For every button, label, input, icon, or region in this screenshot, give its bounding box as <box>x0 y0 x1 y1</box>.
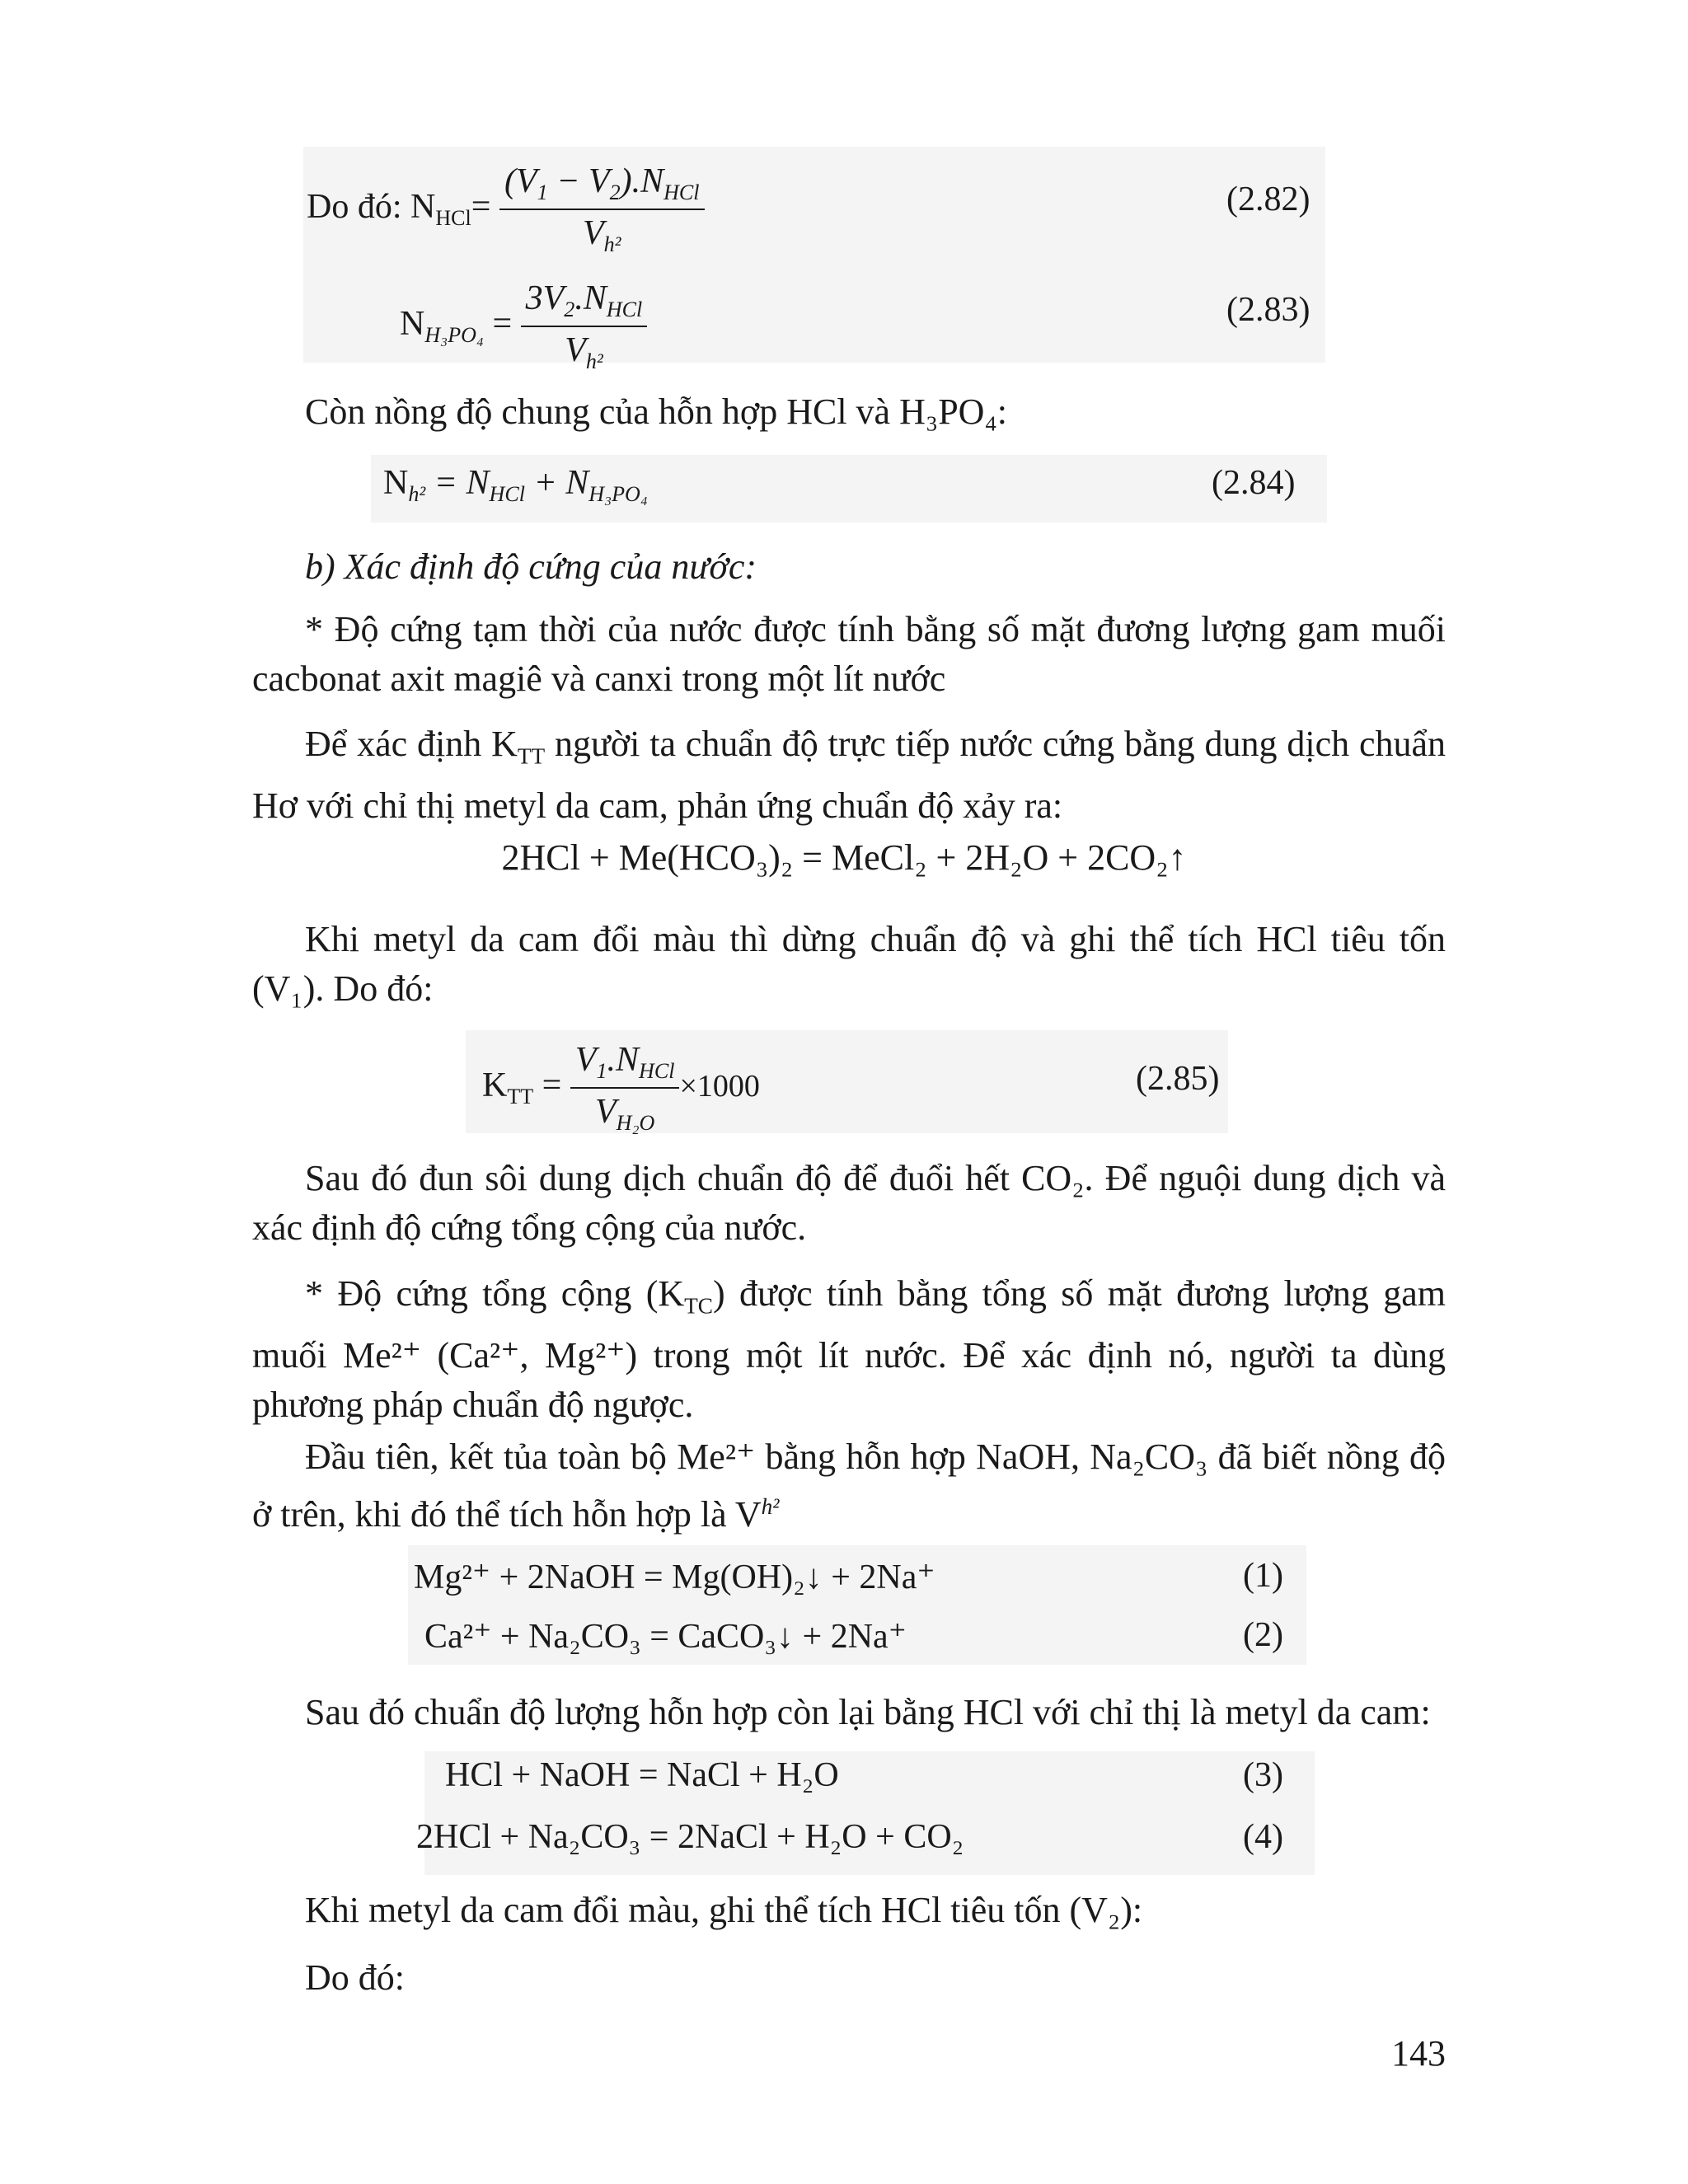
reaction-1: Mg²⁺ + 2NaOH = Mg(OH)₂↓ + 2Na⁺ <box>414 1558 935 1596</box>
paragraph-khi-metyl-1-text: Khi metyl da cam đổi màu thì dừng chuẩn độ và ghi thể tích HCl tiêu tốn (V₁). Do đó: <box>252 919 1446 1009</box>
eq-2-82-num-c: ).N <box>620 162 664 200</box>
eq-2-83-den-sub: h² <box>585 349 603 374</box>
equation-2-85 <box>482 1040 760 1136</box>
reaction-number-2: (2) <box>1243 1616 1283 1654</box>
reaction-number-4: (4) <box>1243 1818 1283 1856</box>
paragraph-sau-do-dun-soi <box>252 1154 1446 1253</box>
eq-2-84-rhs-b-sub: H₃PO₄ <box>588 482 648 507</box>
eq-2-82-equals: = <box>471 187 491 226</box>
eq-2-82-prefix-sub: HCl <box>435 205 471 230</box>
paragraph-ktt-sub: TT <box>517 743 546 769</box>
eq-2-84-rhs-a: = N <box>425 464 490 502</box>
paragraph-khi-metyl-2: Khi metyl da cam đổi màu, ghi thể tích HCl tiêu tốn (V₂): <box>305 1890 1143 1930</box>
equation-2-84 <box>383 463 648 507</box>
page-number: 143 <box>1391 2033 1446 2074</box>
eq-2-82-numerator <box>499 162 705 210</box>
paragraph-do-cung-tam-thoi <box>252 605 1446 704</box>
eq-2-84-rhs-a-sub: HCl <box>489 482 525 507</box>
section-heading-b: b) Xác định độ cứng của nước: <box>305 546 757 587</box>
eq-2-85-times: ×1000 <box>679 1068 760 1104</box>
equation-2-82 <box>307 162 705 257</box>
paragraph-do-do: Do đó: <box>305 1957 405 1998</box>
eq-2-83-num-a: 3V <box>525 279 565 317</box>
reaction-3: HCl + NaOH = NaCl + H₂O <box>445 1756 839 1794</box>
eq-2-82-denominator <box>499 210 705 257</box>
eq-2-85-num-b: .N <box>607 1041 640 1079</box>
eq-2-82-num-a: (V <box>504 162 537 200</box>
eq-2-85-num-a-sub: 1 <box>596 1059 607 1084</box>
eq-2-84-lhs-sub: h² <box>408 482 426 507</box>
eq-2-83-denominator <box>521 327 648 374</box>
eq-2-84-lhs: N <box>383 464 409 502</box>
paragraph-ktc-text-a: * Độ cứng tổng cộng (K <box>305 1273 685 1314</box>
paragraph-do-cung-tam-thoi-text: * Độ cứng tạm thời của nước được tính bằng số mặt đương lượng gam muối cacbonat axit magiê và canxi trong một lít nước <box>252 609 1446 699</box>
eq-2-82-prefix: Do đó: N <box>307 187 436 226</box>
equation-number-2-83: (2.83) <box>1226 291 1311 329</box>
paragraph-de-xac-dinh-ktt <box>252 719 1446 831</box>
eq-2-85-lhs-sub: TT <box>507 1084 534 1108</box>
eq-2-85-den-sub: H₂O <box>616 1111 655 1136</box>
reaction-2: Ca²⁺ + Na₂CO₃ = CaCO₃↓ + 2Na⁺ <box>424 1618 907 1656</box>
eq-2-85-denominator <box>570 1089 680 1136</box>
paragraph-ktc-sub: TC <box>684 1293 713 1319</box>
eq-2-83-numerator <box>521 279 648 327</box>
paragraph-dau-tien-text: Đầu tiên, kết tủa toàn bộ Me²⁺ bằng hỗn hợp NaOH, Na₂CO₃ đã biết nồng độ ở trên, khi đó thể tích hỗn hợp là V <box>252 1436 1446 1535</box>
paragraph-ktt-text-b: người ta chuẩn độ trực tiếp nước cứng bằng dung dịch chuẩn Hơ với chỉ thị metyl da cam, phản ứng chuẩn độ xảy ra: <box>252 724 1447 826</box>
equation-number-2-84: (2.84) <box>1212 464 1296 502</box>
eq-2-85-equals: = <box>533 1066 562 1104</box>
eq-2-83-lhs: N <box>400 304 425 343</box>
paragraph-dau-tien-sup: h² <box>761 1494 780 1519</box>
equation-number-2-82: (2.82) <box>1226 180 1311 218</box>
eq-2-83-fraction <box>521 279 648 374</box>
eq-2-83-num-b-sub: HCl <box>606 298 643 322</box>
equation-number-2-85: (2.85) <box>1136 1060 1220 1098</box>
eq-2-82-num-c-sub: HCl <box>663 180 700 205</box>
reaction-main: 2HCl + Me(HCO₃)₂ = MeCl₂ + 2H₂O + 2CO₂↑ <box>501 837 1187 878</box>
eq-2-83-den: V <box>565 331 586 370</box>
eq-2-85-num-a: V <box>574 1041 597 1079</box>
eq-2-83-num-b: .N <box>574 279 607 317</box>
eq-2-82-den: V <box>582 214 604 253</box>
eq-2-85-den: V <box>594 1093 617 1132</box>
reaction-number-3: (3) <box>1243 1756 1283 1794</box>
eq-2-84-rhs-b: + N <box>524 464 589 502</box>
paragraph-sau-do-dun-soi-text: Sau đó đun sôi dung dịch chuẩn độ để đuổi hết CO₂. Để nguội dung dịch và xác định độ cứng tổng cộng của nước. <box>252 1158 1446 1248</box>
eq-2-82-fraction <box>499 162 705 257</box>
paragraph-do-cung-tong-cong <box>252 1269 1446 1430</box>
paragraph-dau-tien <box>252 1432 1446 1540</box>
eq-2-82-num-b-sub: 2 <box>609 180 621 205</box>
eq-2-83-lhs-sub: H₃PO₄ <box>424 322 484 347</box>
eq-2-85-num-b-sub: HCl <box>639 1059 675 1084</box>
paragraph-con-nong-do: Còn nồng độ chung của hỗn hợp HCl và H₃PO₄: <box>305 391 1008 432</box>
eq-2-82-num-b: − V <box>547 162 610 200</box>
eq-2-85-numerator <box>570 1040 680 1089</box>
reaction-number-1: (1) <box>1243 1557 1283 1595</box>
eq-2-85-fraction <box>570 1040 680 1136</box>
paragraph-ktt-text-a: Để xác định K <box>305 724 518 764</box>
paragraph-sau-do-chuan-do: Sau đó chuẩn độ lượng hỗn hợp còn lại bằng HCl với chỉ thị là metyl da cam: <box>305 1692 1431 1732</box>
paragraph-khi-metyl-1 <box>252 915 1446 1014</box>
paragraph-ktc-text-b: ) được tính bằng tổng số mặt đương lượng gam muối Me²⁺ (Ca²⁺, Mg²⁺) trong một lít nước. Để xác định nó, người ta dùng phương pháp chuẩn độ ngược. <box>252 1273 1446 1425</box>
reaction-4: 2HCl + Na₂CO₃ = 2NaCl + H₂O + CO₂ <box>416 1818 964 1856</box>
eq-2-83-equals: = <box>483 304 513 343</box>
eq-2-85-lhs: K <box>482 1066 508 1104</box>
eq-2-82-num-a-sub: 1 <box>537 180 548 205</box>
eq-2-82-den-sub: h² <box>603 232 621 257</box>
eq-2-83-num-a-sub: 2 <box>564 298 575 322</box>
equation-2-83 <box>400 279 647 374</box>
